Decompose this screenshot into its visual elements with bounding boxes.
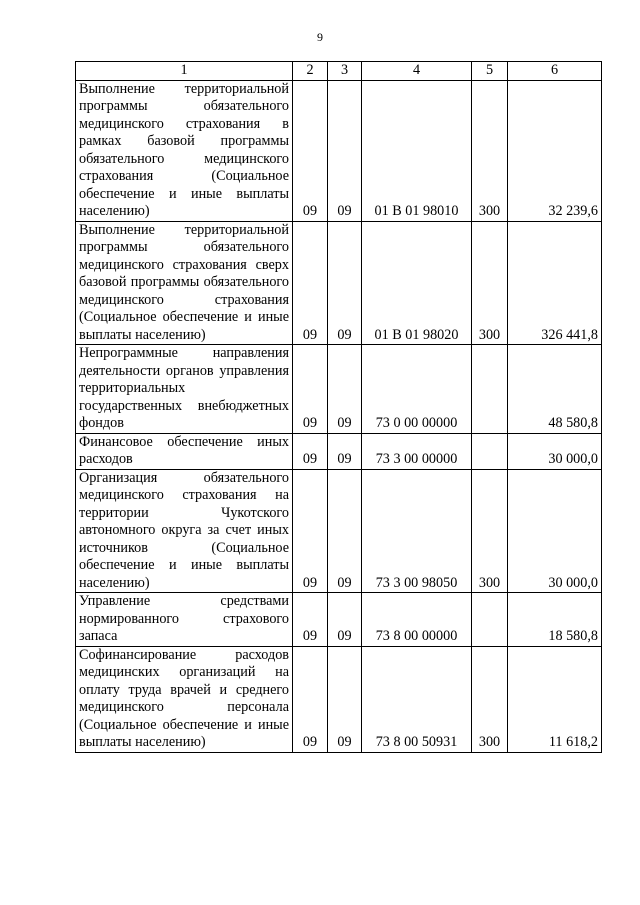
table-row	[76, 469, 602, 593]
row-description: Непрограммные направления деятельности органов управления территориальных государственных внебюджетных фондов	[76, 345, 293, 434]
row-section: 09	[293, 221, 328, 345]
row-target-article: 73 8 00 50931	[362, 646, 472, 752]
row-expense-type: 300	[472, 646, 508, 752]
table-row	[76, 80, 602, 221]
row-description: Организация обязательного медицинского страхования на территории Чукотского автономного округа за счет иных источников (Социальное обеспечение и иные выплаты населению)	[76, 469, 293, 593]
header-col-3: 3	[328, 62, 362, 81]
row-subsection: 09	[328, 345, 362, 434]
row-target-article: 73 0 00 00000	[362, 345, 472, 434]
header-col-2: 2	[293, 62, 328, 81]
row-target-article: 01 В 01 98020	[362, 221, 472, 345]
row-target-article: 01 В 01 98010	[362, 80, 472, 221]
row-amount: 48 580,8	[508, 345, 602, 434]
header-col-6: 6	[508, 62, 602, 81]
row-description: Выполнение территориальной программы обязательного медицинского страхования сверх базовой программы обязательного медицинского страхования (Социальное обеспечение и иные выплаты населению)	[76, 221, 293, 345]
header-col-4: 4	[362, 62, 472, 81]
page-number: 9	[317, 30, 323, 44]
row-target-article: 73 8 00 00000	[362, 593, 472, 647]
row-subsection: 09	[328, 80, 362, 221]
row-subsection: 09	[328, 469, 362, 593]
row-description: Финансовое обеспечение иных расходов	[76, 433, 293, 469]
row-expense-type	[472, 593, 508, 647]
table-row	[76, 593, 602, 647]
row-amount: 32 239,6	[508, 80, 602, 221]
row-amount: 18 580,8	[508, 593, 602, 647]
row-section: 09	[293, 646, 328, 752]
row-expense-type	[472, 433, 508, 469]
header-col-1: 1	[76, 62, 293, 81]
table-header-row	[76, 62, 602, 81]
table-row	[76, 345, 602, 434]
row-amount: 326 441,8	[508, 221, 602, 345]
row-expense-type: 300	[472, 469, 508, 593]
row-subsection: 09	[328, 593, 362, 647]
table-row	[76, 646, 602, 752]
row-section: 09	[293, 433, 328, 469]
row-amount: 30 000,0	[508, 433, 602, 469]
row-section: 09	[293, 469, 328, 593]
row-section: 09	[293, 80, 328, 221]
row-expense-type: 300	[472, 221, 508, 345]
header-col-5: 5	[472, 62, 508, 81]
budget-table	[75, 61, 602, 753]
row-subsection: 09	[328, 221, 362, 345]
row-section: 09	[293, 593, 328, 647]
row-amount: 11 618,2	[508, 646, 602, 752]
row-target-article: 73 3 00 00000	[362, 433, 472, 469]
row-target-article: 73 3 00 98050	[362, 469, 472, 593]
row-subsection: 09	[328, 646, 362, 752]
row-description: Управление средствами нормированного страхового запаса	[76, 593, 293, 647]
row-expense-type	[472, 345, 508, 434]
row-section: 09	[293, 345, 328, 434]
table-row	[76, 433, 602, 469]
row-amount: 30 000,0	[508, 469, 602, 593]
table-row	[76, 221, 602, 345]
row-description: Софинансирование расходов медицинских организаций на оплату труда врачей и среднего медицинского персонала (Социальное обеспечение и иные выплаты населению)	[76, 646, 293, 752]
row-description: Выполнение территориальной программы обязательного медицинского страхования в рамках базовой программы обязательного медицинского страхования (Социальное обеспечение и иные выплаты населению)	[76, 80, 293, 221]
row-subsection: 09	[328, 433, 362, 469]
row-expense-type: 300	[472, 80, 508, 221]
